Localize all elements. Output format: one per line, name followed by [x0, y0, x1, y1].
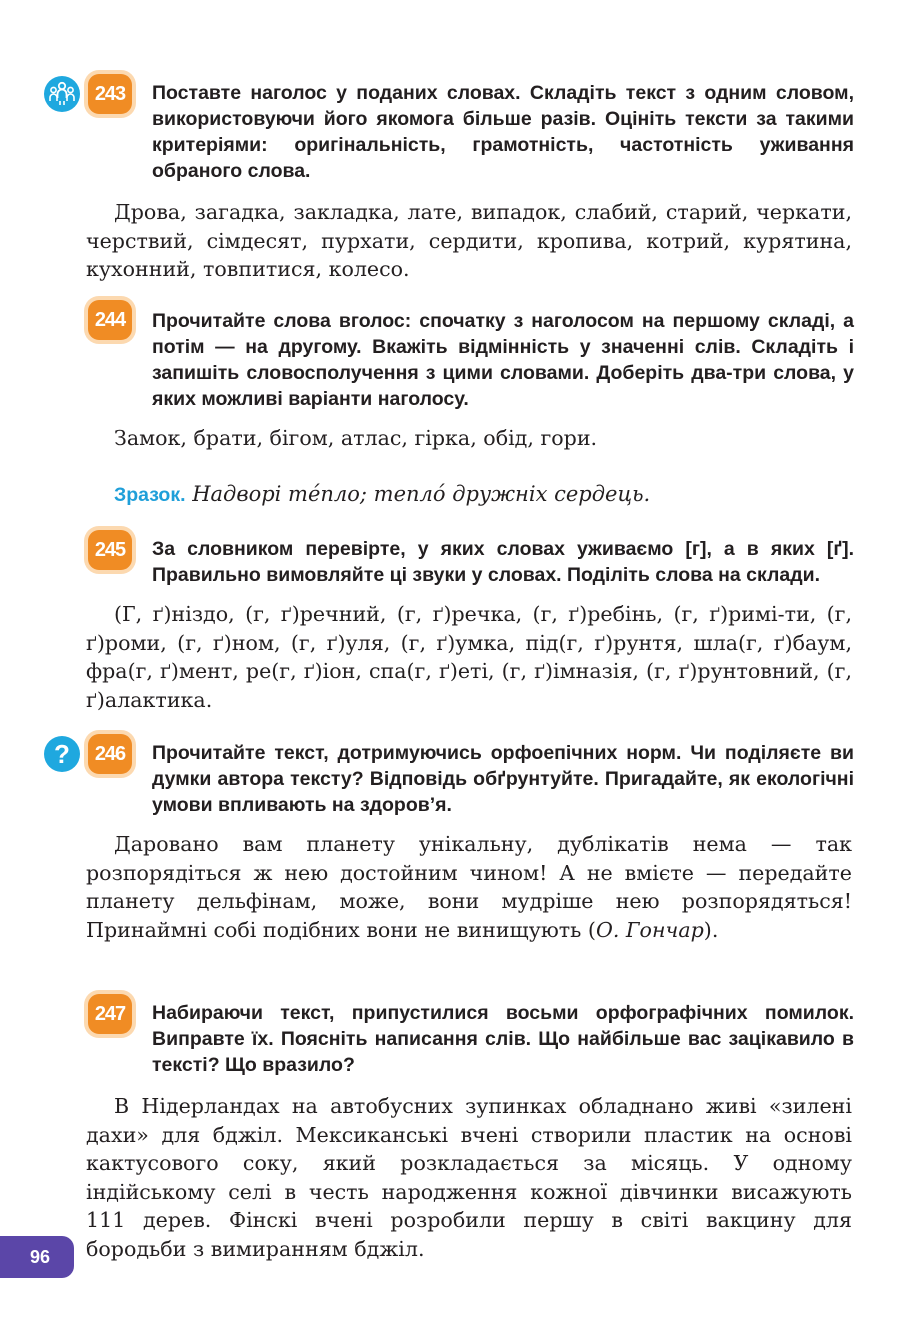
sample-line: [114, 482, 650, 507]
exercise-text: В Нідерландах на автобусних зупинках обладнано живі «зилені дахи» для бджіл. Мексиканські вчені створили пластик на основі кактусового соку, який розкладається за місяць. У одному індійському селі в честь народження кожної дівчинки висажують 111 дерев. Фінскі вчені розробили першу в світі вакцину для бородьби з вимиранням бджіл.: [86, 1094, 852, 1261]
exercise-task: Поставте наголос у поданих словах. Складіть текст з одним словом, використовуючи його якомога більше разів. Оцініть тексти за такими критеріями: оригінальність, грамотність, частотність уживання обраного слова.: [152, 82, 854, 182]
question-icon: [44, 736, 80, 772]
sample-text: Надворі те́пло; тепло́ дружніх сердець.: [192, 482, 651, 506]
exercise-task: Прочитайте слова вголос: спочатку з наголосом на першому складі, а потім — на другому. Вкажіть відмінність у значенні слів. Складіть і запишіть словосполучення з цими словами. Доберіть два-три слова, у яких можливі варіанти наголосу.: [152, 310, 854, 410]
group-work-icon: [44, 76, 80, 112]
exercise-number-badge: 244: [88, 300, 132, 340]
text-body: Даровано вам планету унікальну, дублікатів нема — так розпорядіться ж нею достойним чином! А не вмієте — передайте планету дельфінам, може, вони мудріше нею розпорядяться! Принаймні собі подібних вони не винищують (: [86, 832, 852, 942]
author: О. Гончар: [595, 917, 704, 942]
exercise-number-badge: 245: [88, 530, 132, 570]
exercise-task: Прочитайте текст, дотримуючись орфоепічних норм. Чи поділяєте ви думки автора тексту? Відповідь обґрунтуйте. Пригадайте, як екологічні умови впливають на здоров’я.: [152, 742, 854, 816]
exercise-number-badge: 243: [88, 74, 132, 114]
exercise-number-badge: 246: [88, 734, 132, 774]
exercise-text: (Г, ґ)ніздо, (г, ґ)речний, (г, ґ)речка, (г, ґ)ребінь, (г, ґ)римі-ти, (г, ґ)роми, (г, ґ)ном, (г, ґ)уля, (г, ґ)умка, під(г, ґ)рунтя, шла(г, ґ)баум, фра(г, ґ)мент, ре(г, ґ)іон, спа(г, ґ)еті, (г, ґ)імназія, (г, ґ)рунтовний, (г, ґ)алактика.: [86, 602, 852, 712]
page-number: 96: [0, 1236, 74, 1278]
sample-label: Зразок.: [114, 484, 186, 506]
exercise-text: Замок, брати, бігом, атлас, гірка, обід, гори.: [114, 426, 598, 450]
exercise-text: Дрова, загадка, закладка, лате, випадок, слабий, старий, черкати, черствий, сімдесят, пурхати, сердити, кропива, котрий, курятина, кухонний, товпитися, колесо.: [86, 200, 852, 282]
exercise-task: За словником перевірте, у яких словах уживаємо [г], а в яких [ґ]. Правильно вимовляйте ці звуки у словах. Поділіть слова на склади.: [152, 538, 854, 586]
exercise-text: [86, 830, 852, 944]
exercise-task: Набираючи текст, припустилися восьми орфографічних помилок. Виправте їх. Поясніть написання слів. Що найбільше вас зацікавило в тексті? Що вразило?: [152, 1002, 854, 1076]
exercise-number-badge: 247: [88, 994, 132, 1034]
text-end: ).: [703, 917, 719, 942]
question-mark: ?: [54, 739, 70, 769]
